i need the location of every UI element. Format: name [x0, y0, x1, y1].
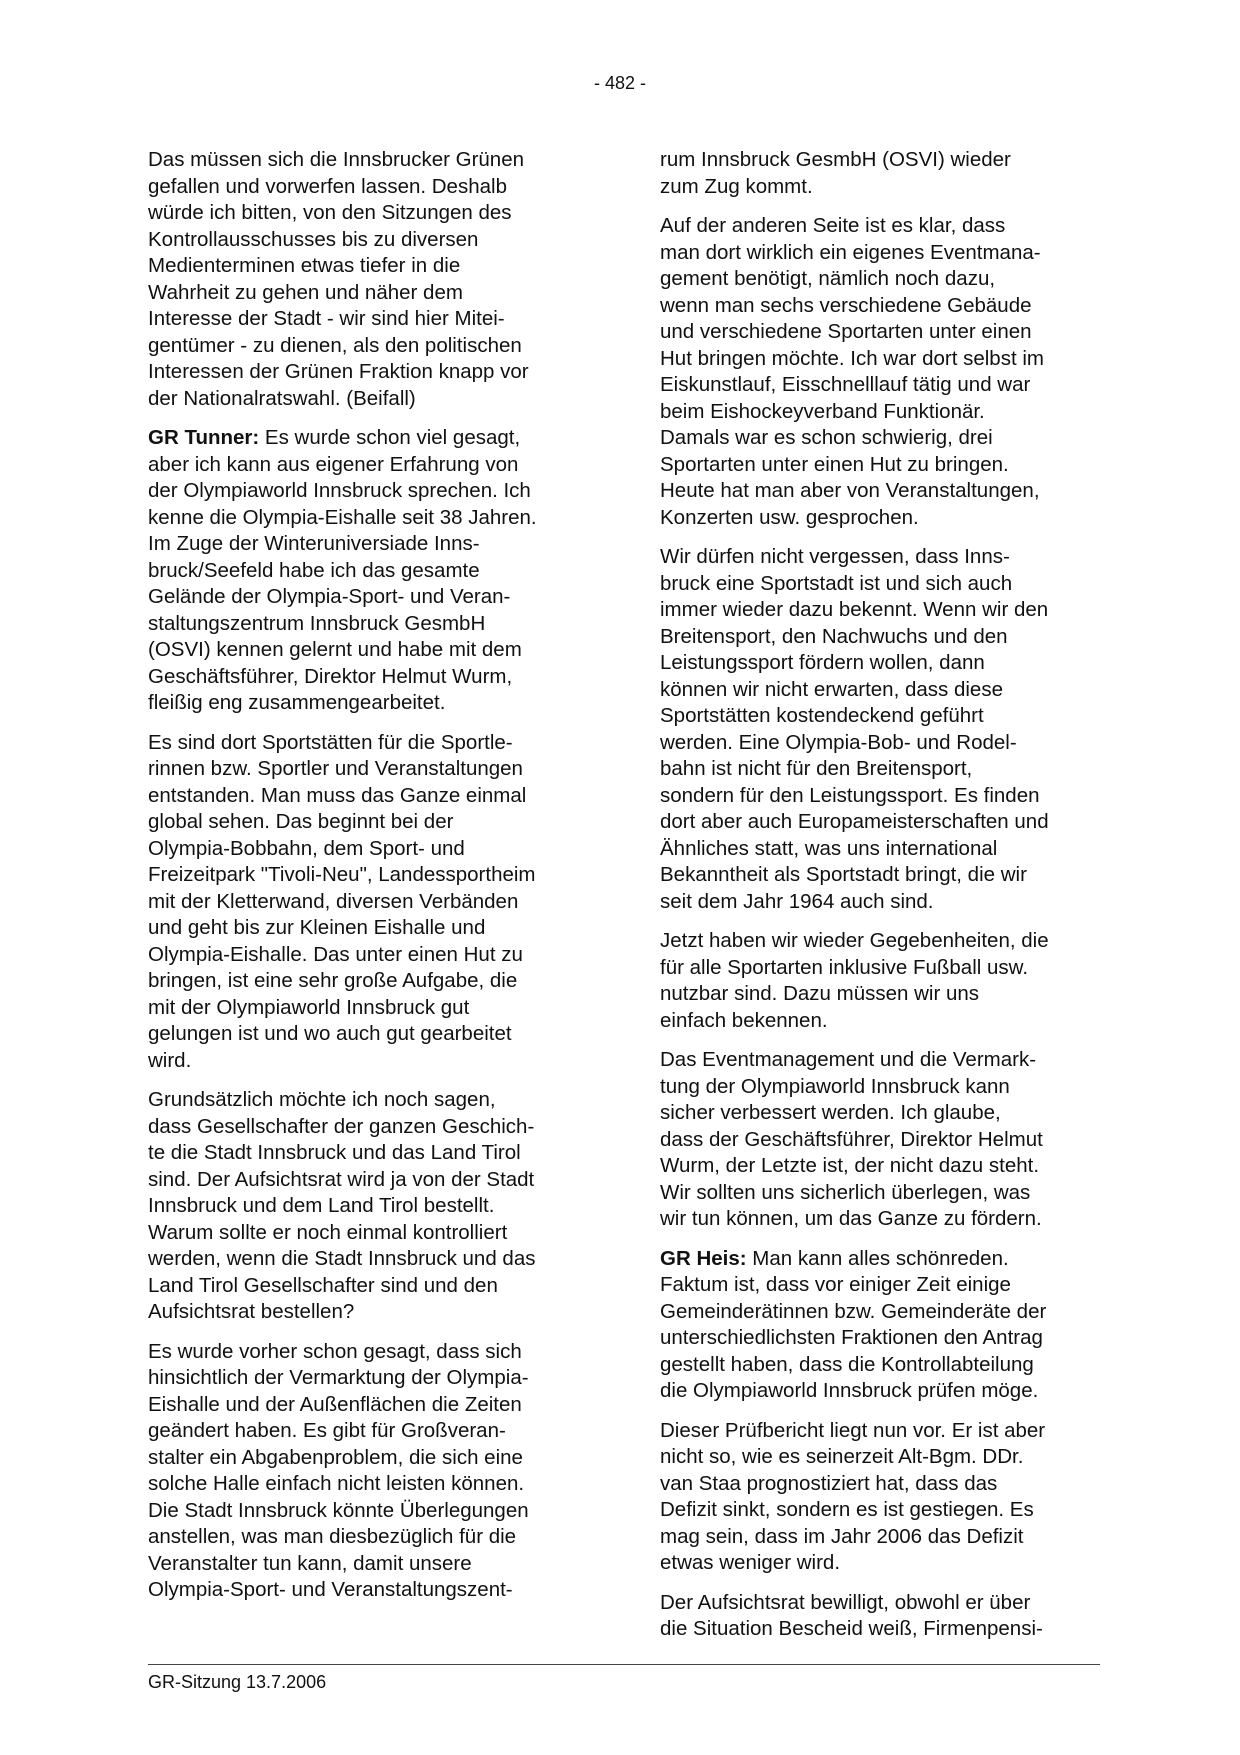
paragraph: Das müssen sich die Innsbrucker Grünen gefallen und vorwerfen lassen. Deshalb würde ich bitten, von den Sitzungen des Kontrollausschusses bis zu diversen Medienterminen etwas tiefer in die Wahrheit zu gehen und näher dem Interesse der Stadt - wir sind hier Mitei- gentümer - zu dienen, als den politischen Interessen der Grünen Fraktion knapp vor der Nationalratswahl. (Beifall) — [148, 148, 529, 410]
paragraph: Es wurde vorher schon gesagt, dass sich hinsichtlich der Vermarktung der Olympia- Eishalle und der Außenflächen die Zeiten geändert haben. Es gibt für Großveran- stalter ein Abgabenproblem, die sich eine solche Halle einfach nicht leisten können. Die Stadt Innsbruck könnte Überlegungen anstellen, was man diesbezüglich für die Veranstalter tun kann, damit unsere Olympia-Sport- und Veranstaltungszent- — [148, 1339, 529, 1601]
paragraph: Wir dürfen nicht vergessen, dass Inns- bruck eine Sportstadt ist und sich auch immer wieder dazu bekennt. Wenn wir den Breitensport, den Nachwuchs und den Leistungssport fördern wollen, dann können wir nicht erwarten, dass diese Sportstätten kostendeckend geführt werden. Eine Olympia-Bob- und Rodel- bahn ist nicht für den Breitensport, sondern für den Leistungssport. Es finden dort aber auch Europameisterschaften und Ähnliches statt, was uns international Bekanntheit als Sportstadt bringt, die wir seit dem Jahr 1964 auch sind. — [660, 545, 1049, 913]
paragraph: Grundsätzlich möchte ich noch sagen, dass Gesellschafter der ganzen Geschich- te die Stadt Innsbruck und das Land Tirol sind. Der Aufsichtsrat wird ja von der Stadt Innsbruck und dem Land Tirol bestellt. Warum sollte er noch einmal kontrolliert werden, wenn die Stadt Innsbruck und das Land Tirol Gesellschafter sind und den Aufsichtsrat bestellen? — [148, 1088, 536, 1323]
paragraph: Jetzt haben wir wieder Gegebenheiten, die für alle Sportarten inklusive Fußball usw. nutzbar sind. Dazu müssen wir uns einfach bekennen. — [660, 929, 1049, 1032]
speaker-name: GR Tunner: — [148, 426, 260, 449]
right-column — [660, 147, 1100, 1656]
paragraph: Das Eventmanagement und die Vermark- tung der Olympiaworld Innsbruck kann sicher verbessert werden. Ich glaube, dass der Geschäftsführer, Direktor Helmut Wurm, der Letzte ist, der nicht dazu steht. Wir sollten uns sicherlich überlegen, was wir tun können, um das Ganze zu fördern. — [660, 1048, 1043, 1230]
footer-divider — [148, 1664, 1100, 1665]
paragraph: rum Innsbruck GesmbH (OSVI) wieder zum Zug kommt. — [660, 148, 1011, 198]
paragraph: Dieser Prüfbericht liegt nun vor. Er ist aber nicht so, wie es seinerzeit Alt-Bgm. DDr. van Staa prognostiziert hat, dass das Defizit sinkt, sondern es ist gestiegen. Es mag sein, dass im Jahr 2006 das Defizit etwas weniger wird. — [660, 1418, 1046, 1574]
page-number: - 482 - — [593, 73, 647, 93]
footer-session-date: GR-Sitzung 13.7.2006 — [148, 1672, 327, 1692]
paragraph-tunner — [148, 425, 588, 717]
speech-text: Man kann alles schönreden. Faktum ist, dass vor einiger Zeit einige Gemeinderätinnen bzw. Gemeinderäte der unterschiedlichsten Fraktionen den Antrag gestellt haben, dass die Kontrollabteilung die Olympiaworld Innsbruck prüfen möge. — [660, 1246, 1047, 1402]
left-column — [148, 147, 588, 1617]
paragraph: Der Aufsichtsrat bewilligt, obwohl er über die Situation Bescheid weiß, Firmenpensi- — [660, 1590, 1043, 1640]
speaker-name: GR Heis: — [660, 1246, 747, 1270]
paragraph: Auf der anderen Seite ist es klar, dass man dort wirklich ein eigenes Eventmana- gement benötigt, nämlich noch dazu, wenn man sechs verschiedene Gebäude und verschiedene Sportarten unter einen Hut bringen möchte. Ich war dort selbst im Eiskunstlauf, Eisschnelllauf tätig und war beim Eishockeyverband Funktionär. Damals war es schon schwierig, drei Sportarten unter einen Hut zu bringen. Heute hat man aber von Veranstaltungen, Konzerten usw. gesprochen. — [660, 214, 1044, 529]
paragraph: Es sind dort Sportstätten für die Sportle- rinnen bzw. Sportler und Veranstaltungen entstanden. Man muss das Ganze einmal global sehen. Das beginnt bei der Olympia-Bobbahn, dem Sport- und Freizeitpark "Tivoli-Neu", Landessportheim mit der Kletterwand, diversen Verbänden und geht bis zur Kleinen Eishalle und Olympia-Eishalle. Das unter einen Hut zu bringen, ist eine sehr große Aufgabe, die mit der Olympiaworld Innsbruck gut gelungen ist und wo auch gut gearbeitet wird. — [148, 730, 536, 1072]
speech-text: Es wurde schon viel gesagt, aber ich kann aus eigener Erfahrung von der Olympiaworld Innsbruck sprechen. Ich kenne die Olympia-Eishalle seit 38 Jahren. Im Zuge der Winteruniversiade Inns- bruck/Seefeld habe ich das gesamte Gelände der Olympia-Sport- und Veran- staltungszentrum Innsbruck GesmbH (OSVI) kennen gelernt und habe mit dem Geschäftsführer, Direktor Helmut Wurm, fleißig eng zusammengearbeitet. — [148, 426, 537, 714]
paragraph-heis — [660, 1246, 1100, 1405]
